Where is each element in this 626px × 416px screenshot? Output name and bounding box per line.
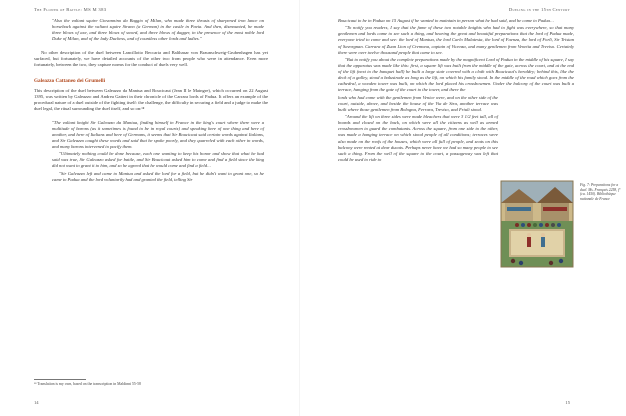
right-text-column [338, 18, 574, 164]
body-paragraph: This description of the duel between Galeazzo da Mantua and Boucicaut (Jean II le Maingre), which occurred on 22 August 1395, was written by Galeazzo and Andrea Gatteri in their chronicle of the Carrara lords of Padua. It offers an example of the procedural nature of a duel outside of the fighting itself: the challenge, the difficulty in securing a field and a judge to make the duel legal, the ritual surrounding the duel itself, and so on:¹⁸ [34, 87, 268, 112]
quote-block-giovannino [52, 18, 264, 42]
footnote: ¹⁸ Translation is my own, based on the transcription in Maldinni 55-58 [34, 382, 141, 386]
manuscript-illustration [501, 181, 573, 267]
quote-paragraph: lords who had come with the gentlemen from Venice were, and on the other side of the court, outside, above, and beside the house of the Via de Stra, another terrace was built where those gentlemen from Bologna, Ferrara, Treviso, and Friuli stood. [338, 94, 498, 112]
duel-preparation-illustration [501, 181, 573, 267]
quote-paragraph: Boucicaut to be in Padua on 15 August if he wanted to maintain in person what he had said, and he came to Padua… [338, 18, 555, 23]
quote-paragraph: "Around the lift on three sides were made bleachers that were 3 1/2 feet tall, all of boards and closed on the back, on which were all the citizens as well as armed crossbowmen to guard the combatants. Across the square, from one side to the other, was made a hanging terrace on which stood people of all conditions; terraces were also made on the roofs of the houses, which were all full of people, and seats on this balcony were rented at dear ducats. Perhaps never have we had so many people to see such a thing. From the well of the square to the court, a passageway was left that could be used to ride to [338, 114, 498, 162]
footnote-rule [34, 379, 86, 380]
right-running-head: Dueling in the 15th Century [508, 7, 570, 12]
left-text-column [34, 18, 268, 184]
right-page [300, 0, 621, 416]
quote-paragraph: "But to notify you about the complete preparations made by the magnificent Lord of Padua in the middle of his square, I say that the apparatus was made like this: first, a square lift was built from the middle of the gate, across the court, and at the end of the lift (next to the banquet hall) he built a large stair covered with a cloth with Boucicaut's heraldry; behind this, like the deck of a galley, stood a balustrade as long as the lift, on which his family stood. In the middle of the road which goes from the cathedral, a wooden tower was built, on which the lord placed his crossbowmen. Under the balcony of the court was built a terrace, hanging from the gate of the court to the tower, and there the [338, 56, 574, 93]
section-heading: Galeazzo Cattaneo dei Grumelli [34, 77, 106, 84]
left-page-number: 14 [34, 400, 39, 405]
quote-paragraph: "Also the valiant squire Giovannino da Baggio of Milan, who made three thrusts of sharpened iron lance on horseback against the valiant squire Sirano (a German) in the castle in Pavia. And then, dismounted, he made three blows of axe, and three blows of sword, and three blows of dagger, in the presence of the most noble lord Duke of Milan, and of the lady Duchess, and of countless other lords and ladies." [52, 18, 264, 42]
quote-paragraph: "Sir Galeazzo left and came to Mantua and asked the lord for a field, but he didn't want to grant one, so he came to Padua and the lord voluntarily had and granted the field, telling Sir [52, 170, 264, 182]
wrapped-text [338, 95, 498, 163]
left-running-head: The Flower of Battle: MS M 383 [34, 7, 107, 12]
left-page [0, 0, 300, 416]
figure-caption: Fig. 7: Preparations for a duel. Ms. Français 2258, f° (ca. 1450). Bibliothèque nationale de France [580, 183, 621, 201]
quote-paragraph: "Ultimately nothing could be done because, each one wanting to keep his honor and show that what he had said was true, Sir Galeazzo asked for battle, and Sir Boucicaut asked him to come and find a field since the king did not want to grant it to him, and so he agreed that he would come and find a field… [52, 151, 264, 169]
body-paragraph: No other description of the duel between Lancillotto Beccaria and Balthasar von Braunschweig-Grubenhagen has yet surfaced, but fortunately, we have detailed accounts of the other two from people who were in attendance. Even more fortunately, between the two, they capture norms for the conduct of duels very well. [34, 49, 268, 67]
right-page-number: 15 [565, 400, 570, 405]
quote-block-galeazzo [52, 120, 264, 183]
quote-paragraph: "To notify you readers, I say that the fame of these two notable knights who had to fight was everywhere, so that many gentlemen and lords came to see such a thing, and hearing the great and beautiful preparations that the lord of Padua made, everyone tried to come and see: the lord of Mantua, the lord Carlo Malatesta, the lord of Faenza, the lord of Forlì, Sir Tristan of Savorgnan. Carrara of Zuan Lion of Cremona, captain of Vicenza, and many gentlemen from Venetia and Treviso. Certainly there were over twelve thousand people that came to see. [338, 25, 574, 55]
quote-paragraph: "The valiant knight Sir Galeazzo da Mantua, finding himself in France in the king's court where there were a multitude of barons (as it sometimes is found to be in royal courts) and speaking here of one thing and here of another, and here of Italians and here of Germans, it seems that Sir Boucicaut said certain words against Italians, and Sir Galeazzo caught these words and said that he spoke poorly, and they quarreled with each other in words, and many barons intervened to pacify them. [52, 119, 264, 149]
